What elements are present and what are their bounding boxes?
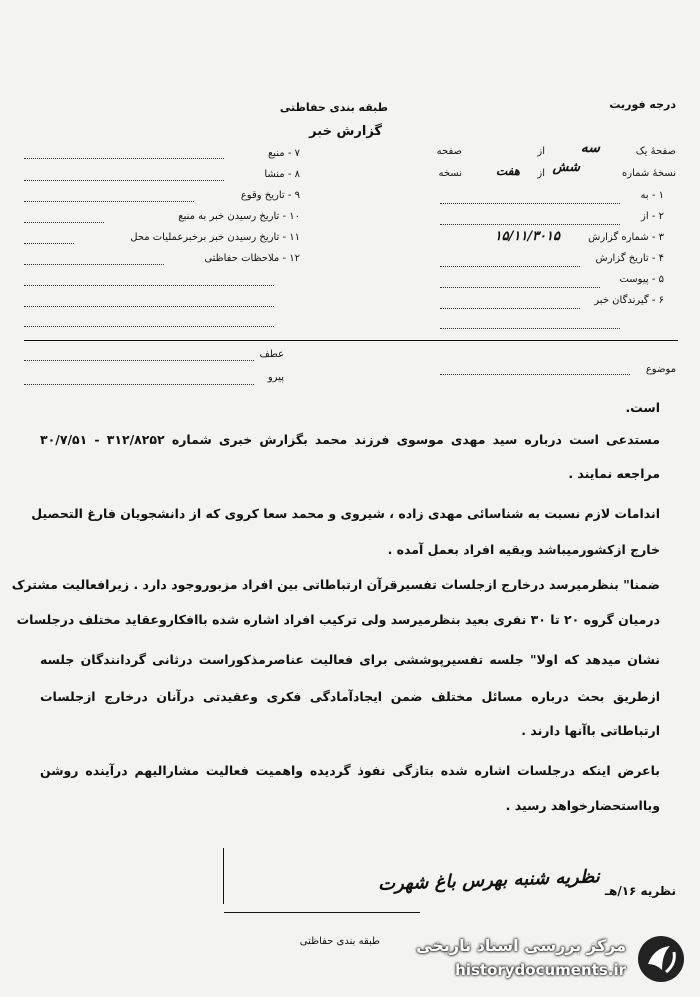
field-local-received-date: ۱۱ - تاریخ رسیدن خبر برخبرعملیات محل bbox=[130, 232, 300, 243]
field-origin: ۸ - منشا bbox=[264, 169, 300, 180]
field-page-of: از bbox=[537, 146, 545, 157]
report-title: گزارش خبر bbox=[309, 124, 382, 139]
subject-label: موضوع bbox=[645, 364, 676, 375]
field-to: ۱ - به bbox=[640, 190, 664, 201]
reference-label: عطف bbox=[259, 349, 284, 360]
body-line-11: باعرض اینکه درجلسات اشاره شده بتازگی نفوذ گردیده واهمیت فعالیت مشارالیهم درآینده روشن bbox=[40, 763, 660, 778]
field-attachment: ۵ - پیوست bbox=[619, 274, 664, 285]
body-line-10: ارتباطاتی باآنها دارند . bbox=[521, 723, 660, 738]
body-line-3: مراجعه نمایند . bbox=[568, 466, 660, 481]
body-line-9: ازطریق بحث درباره مسائل مختلف ضمن ایجادآمادگی فکری وعقیدتی درآنان درخارج ازجلسات bbox=[40, 689, 660, 704]
urgency-label: درجه فوریت bbox=[609, 98, 676, 111]
body-line-8: نشان میدهد که اولا" جلسه تفسیرپوششی برای فعالیت عناصرمذکوراست درثانی گردانندگان جلسه bbox=[40, 652, 660, 667]
field-security-notes: ۱۲ - ملاحظات حفاظتی bbox=[204, 253, 300, 264]
field-page-value: سه bbox=[580, 140, 600, 156]
body-line-4: اندامات لازم نسبت به شناسائی مهدی زاده ، شیروی و محمد سعا کروی که از دانشجویان فارغ التحصیل bbox=[31, 506, 660, 521]
field-report-number: ۳ - شماره گزارش bbox=[588, 232, 664, 243]
field-page-end: صفحه bbox=[436, 146, 462, 157]
field-from: ۲ - از bbox=[641, 211, 664, 222]
footer-classification: طبقه بندی حفاظتی bbox=[299, 936, 380, 947]
classification-label: طبقه بندی حفاظتی bbox=[279, 101, 388, 114]
field-source: ۷ - منبع bbox=[267, 148, 300, 159]
signature-bracket bbox=[223, 848, 224, 904]
field-copy-end: نسخه bbox=[438, 168, 462, 179]
body-line-5: خارج ازکشورمیباشد وبقیه افراد بعمل آمده . bbox=[387, 542, 660, 557]
followup-label: پیرو bbox=[267, 372, 284, 383]
body-line-1: است. bbox=[625, 400, 660, 415]
separator-line bbox=[24, 340, 678, 341]
watermark-logo-icon bbox=[636, 934, 686, 984]
field-occurrence-date: ۹ - تاریخ وقوع bbox=[240, 190, 300, 201]
field-source-received-date: ۱۰ - تاریخ رسیدن خبر به منبع bbox=[178, 211, 300, 222]
watermark-url: historydocuments.ir bbox=[455, 961, 626, 979]
signature-line bbox=[224, 912, 420, 913]
field-recipients: ۶ - گیرندگان خبر bbox=[594, 295, 664, 306]
body-line-7: درمیان گروه ۲۰ تا ۳۰ نفری بعید بنظرمیرسد ولی ترکیب افراد اشاره شده باافکاروعقاید مختلف درجلسات bbox=[16, 612, 660, 627]
field-copy-value: هفت bbox=[495, 164, 520, 178]
field-report-date: ۴ - تاریخ گزارش bbox=[595, 253, 664, 264]
field-report-number-value: ۱۵/۱۱/۳۰۱۵ bbox=[494, 229, 560, 244]
field-copy-label: نسخهٔ شماره bbox=[622, 168, 676, 179]
body-line-6: ضمنا" بنظرمیرسد درخارج ازجلسات تفسیرقرآن ارتباطاتی بین افراد مزبوروجود دارد . زیرافعالیت مشترک bbox=[11, 577, 660, 592]
body-line-2: مستدعی است درباره سید مهدی موسوی فرزند محمد بگزارش خبری شماره ۳۱۲/۸۲۵۲ - ۳۰/۷/۵۱ bbox=[40, 432, 660, 447]
field-page-label: صفحهٔ یک bbox=[635, 146, 676, 157]
signature: نظریه شنبه بهرس باغ شهرت bbox=[377, 866, 601, 895]
field-copy-of: از bbox=[537, 168, 545, 179]
watermark-org: مرکز بررسی اسناد تاریخی bbox=[416, 936, 626, 955]
signature-label: نظریه ۱۶/هـ bbox=[604, 884, 676, 898]
field-copy-value2: شش bbox=[552, 160, 580, 175]
body-line-12: وبااستحضارخواهد رسید . bbox=[505, 798, 660, 813]
